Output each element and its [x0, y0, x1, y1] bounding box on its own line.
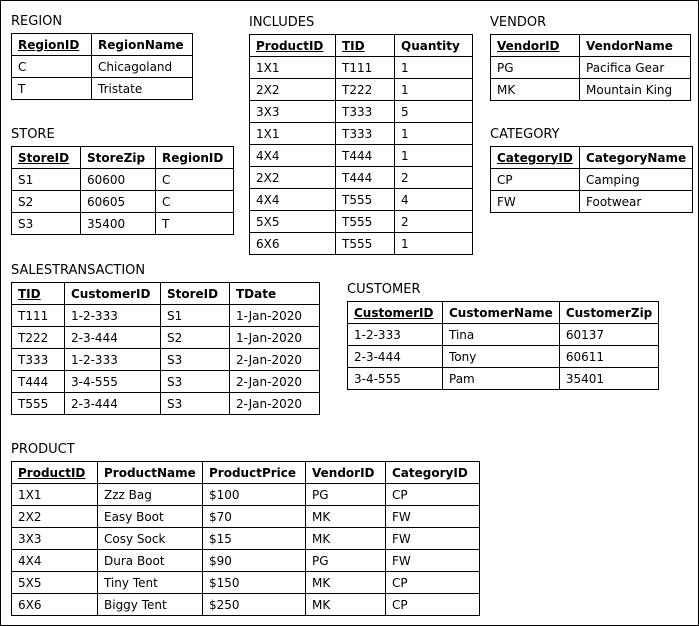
table-cell: $100: [203, 484, 306, 506]
table-cell: T555: [336, 211, 395, 233]
table-row: [12, 594, 480, 616]
table-cell: Easy Boot: [98, 506, 203, 528]
table-cell: Tina: [443, 324, 560, 346]
product-header-row: [12, 462, 480, 484]
table-cell: Cosy Sock: [98, 528, 203, 550]
table-row: [12, 78, 193, 100]
table-cell: $70: [203, 506, 306, 528]
product-column-header: ProductPrice: [203, 462, 306, 484]
table-cell: MK: [491, 79, 580, 101]
table-cell: 1: [395, 145, 473, 167]
category-title: CATEGORY: [490, 127, 560, 142]
table-cell: 6X6: [12, 594, 98, 616]
table-cell: PG: [306, 484, 386, 506]
table-cell: 5X5: [250, 211, 336, 233]
table-row: [12, 393, 320, 415]
table-row: [250, 167, 473, 189]
store-column-header: StoreZip: [81, 147, 156, 169]
table-cell: MK: [306, 572, 386, 594]
store-title: STORE: [11, 127, 55, 142]
table-cell: MK: [306, 506, 386, 528]
table-cell: 2-Jan-2020: [230, 371, 320, 393]
table-row: [348, 346, 659, 368]
table-cell: 4X4: [250, 145, 336, 167]
table-row: [12, 484, 480, 506]
region-column-header: RegionName: [92, 34, 193, 56]
table-cell: 6X6: [250, 233, 336, 255]
product-column-header: CategoryID: [386, 462, 480, 484]
region-table: [11, 33, 193, 100]
table-cell: Zzz Bag: [98, 484, 203, 506]
table-row: [491, 169, 693, 191]
table-cell: 5: [395, 101, 473, 123]
table-cell: 4X4: [12, 550, 98, 572]
region-title: REGION: [11, 14, 63, 29]
table-cell: PG: [306, 550, 386, 572]
table-cell: 60600: [81, 169, 156, 191]
table-cell: S3: [161, 393, 230, 415]
vendor-table: [490, 34, 691, 101]
table-cell: S1: [161, 305, 230, 327]
category-table: [490, 146, 693, 213]
table-row: [12, 506, 480, 528]
table-cell: S3: [161, 349, 230, 371]
table-cell: CP: [386, 484, 480, 506]
customer-column-header: CustomerZip: [559, 302, 658, 324]
product-column-header: VendorID: [306, 462, 386, 484]
table-cell: Chicagoland: [92, 56, 193, 78]
table-cell: T222: [336, 79, 395, 101]
table-row: [250, 79, 473, 101]
table-cell: T: [12, 78, 92, 100]
table-cell: PG: [491, 57, 580, 79]
table-cell: Tony: [443, 346, 560, 368]
table-row: [250, 123, 473, 145]
table-cell: T: [156, 213, 234, 235]
table-cell: 1-2-333: [348, 324, 443, 346]
category-column-header: CategoryID: [491, 147, 580, 169]
vendor-column-header: VendorID: [491, 35, 580, 57]
salestransaction-column-header: TDate: [230, 283, 320, 305]
table-cell: T111: [336, 57, 395, 79]
store-table: [11, 146, 234, 235]
region-column-header: RegionID: [12, 34, 92, 56]
table-cell: FW: [386, 506, 480, 528]
table-cell: 60605: [81, 191, 156, 213]
table-cell: 2-3-444: [348, 346, 443, 368]
table-cell: S2: [12, 191, 81, 213]
table-cell: 1X1: [250, 123, 336, 145]
table-cell: 1: [395, 233, 473, 255]
table-row: [250, 211, 473, 233]
customer-table: [347, 301, 659, 390]
product-column-header: ProductID: [12, 462, 98, 484]
table-cell: 1-Jan-2020: [230, 327, 320, 349]
category-header-row: [491, 147, 693, 169]
table-cell: 2X2: [250, 167, 336, 189]
table-cell: 1-2-333: [65, 349, 161, 371]
table-cell: 35401: [559, 368, 658, 390]
table-cell: 3-4-555: [348, 368, 443, 390]
table-row: [12, 305, 320, 327]
table-cell: 1: [395, 123, 473, 145]
table-cell: S3: [161, 371, 230, 393]
table-cell: T444: [336, 167, 395, 189]
table-cell: 1X1: [250, 57, 336, 79]
table-cell: 3-4-555: [65, 371, 161, 393]
table-row: [250, 233, 473, 255]
table-cell: C: [12, 56, 92, 78]
vendor-block: [490, 15, 691, 101]
table-cell: 1: [395, 79, 473, 101]
table-cell: T555: [336, 233, 395, 255]
table-cell: $250: [203, 594, 306, 616]
table-cell: Tristate: [92, 78, 193, 100]
table-row: [250, 145, 473, 167]
table-cell: Pacifica Gear: [580, 57, 691, 79]
table-row: [12, 191, 234, 213]
table-cell: S2: [161, 327, 230, 349]
table-cell: 3X3: [12, 528, 98, 550]
customer-column-header: CustomerID: [348, 302, 443, 324]
table-cell: MK: [306, 528, 386, 550]
salestransaction-column-header: TID: [12, 283, 65, 305]
salestransaction-table: [11, 282, 320, 415]
table-row: [12, 528, 480, 550]
table-cell: 3X3: [250, 101, 336, 123]
store-column-header: RegionID: [156, 147, 234, 169]
salestransaction-header-row: [12, 283, 320, 305]
table-row: [491, 79, 691, 101]
customer-header-row: [348, 302, 659, 324]
table-cell: T555: [336, 189, 395, 211]
table-cell: 1-Jan-2020: [230, 305, 320, 327]
table-cell: CP: [386, 572, 480, 594]
table-row: [491, 57, 691, 79]
table-cell: T111: [12, 305, 65, 327]
table-row: [491, 191, 693, 213]
product-block: [11, 442, 480, 616]
table-cell: Mountain King: [580, 79, 691, 101]
table-cell: Dura Boot: [98, 550, 203, 572]
store-header-row: [12, 147, 234, 169]
includes-column-header: TID: [336, 35, 395, 57]
salestransaction-title: SALESTRANSACTION: [11, 263, 146, 278]
table-cell: Tiny Tent: [98, 572, 203, 594]
table-cell: T222: [12, 327, 65, 349]
category-block: [490, 127, 693, 213]
vendor-title: VENDOR: [490, 15, 547, 30]
table-row: [250, 57, 473, 79]
table-cell: 2X2: [250, 79, 336, 101]
table-cell: CP: [491, 169, 580, 191]
table-row: [250, 189, 473, 211]
table-cell: FW: [386, 528, 480, 550]
customer-block: [347, 282, 659, 390]
region-header-row: [12, 34, 193, 56]
table-row: [12, 169, 234, 191]
table-cell: $150: [203, 572, 306, 594]
table-row: [348, 368, 659, 390]
table-cell: Pam: [443, 368, 560, 390]
customer-column-header: CustomerName: [443, 302, 560, 324]
table-row: [250, 101, 473, 123]
table-cell: 2-3-444: [65, 327, 161, 349]
table-cell: 1-2-333: [65, 305, 161, 327]
table-row: [12, 550, 480, 572]
table-cell: $90: [203, 550, 306, 572]
salestransaction-column-header: StoreID: [161, 283, 230, 305]
table-cell: 2: [395, 211, 473, 233]
table-cell: C: [156, 169, 234, 191]
table-cell: T333: [336, 123, 395, 145]
table-row: [12, 371, 320, 393]
table-cell: T333: [12, 349, 65, 371]
vendor-column-header: VendorName: [580, 35, 691, 57]
table-row: [12, 349, 320, 371]
table-cell: T555: [12, 393, 65, 415]
table-cell: Biggy Tent: [98, 594, 203, 616]
table-cell: C: [156, 191, 234, 213]
product-title: PRODUCT: [11, 442, 75, 457]
table-cell: T444: [12, 371, 65, 393]
store-block: [11, 127, 234, 235]
includes-column-header: ProductID: [250, 35, 336, 57]
table-cell: 2-Jan-2020: [230, 393, 320, 415]
table-row: [348, 324, 659, 346]
product-table: [11, 461, 480, 616]
table-cell: 60137: [559, 324, 658, 346]
table-cell: 4: [395, 189, 473, 211]
store-column-header: StoreID: [12, 147, 81, 169]
table-cell: 1X1: [12, 484, 98, 506]
includes-table: [249, 34, 473, 255]
vendor-header-row: [491, 35, 691, 57]
table-cell: 4X4: [250, 189, 336, 211]
table-cell: FW: [491, 191, 580, 213]
table-cell: 5X5: [12, 572, 98, 594]
table-row: [12, 56, 193, 78]
region-block: [11, 14, 193, 100]
includes-column-header: Quantity: [395, 35, 473, 57]
table-cell: Camping: [580, 169, 693, 191]
table-cell: 2: [395, 167, 473, 189]
table-cell: CP: [386, 594, 480, 616]
table-cell: FW: [386, 550, 480, 572]
product-column-header: ProductName: [98, 462, 203, 484]
includes-title: INCLUDES: [249, 15, 315, 30]
table-cell: 2-3-444: [65, 393, 161, 415]
table-row: [12, 327, 320, 349]
table-cell: 2X2: [12, 506, 98, 528]
customer-title: CUSTOMER: [347, 282, 421, 297]
table-cell: 35400: [81, 213, 156, 235]
table-cell: 1: [395, 57, 473, 79]
table-cell: MK: [306, 594, 386, 616]
table-cell: T444: [336, 145, 395, 167]
salestransaction-block: [11, 263, 320, 415]
table-cell: T333: [336, 101, 395, 123]
category-column-header: CategoryName: [580, 147, 693, 169]
table-cell: 2-Jan-2020: [230, 349, 320, 371]
table-row: [12, 572, 480, 594]
table-cell: $15: [203, 528, 306, 550]
table-cell: S1: [12, 169, 81, 191]
table-cell: S3: [12, 213, 81, 235]
table-cell: 60611: [559, 346, 658, 368]
table-cell: Footwear: [580, 191, 693, 213]
table-row: [12, 213, 234, 235]
salestransaction-column-header: CustomerID: [65, 283, 161, 305]
includes-block: [249, 15, 473, 255]
includes-header-row: [250, 35, 473, 57]
